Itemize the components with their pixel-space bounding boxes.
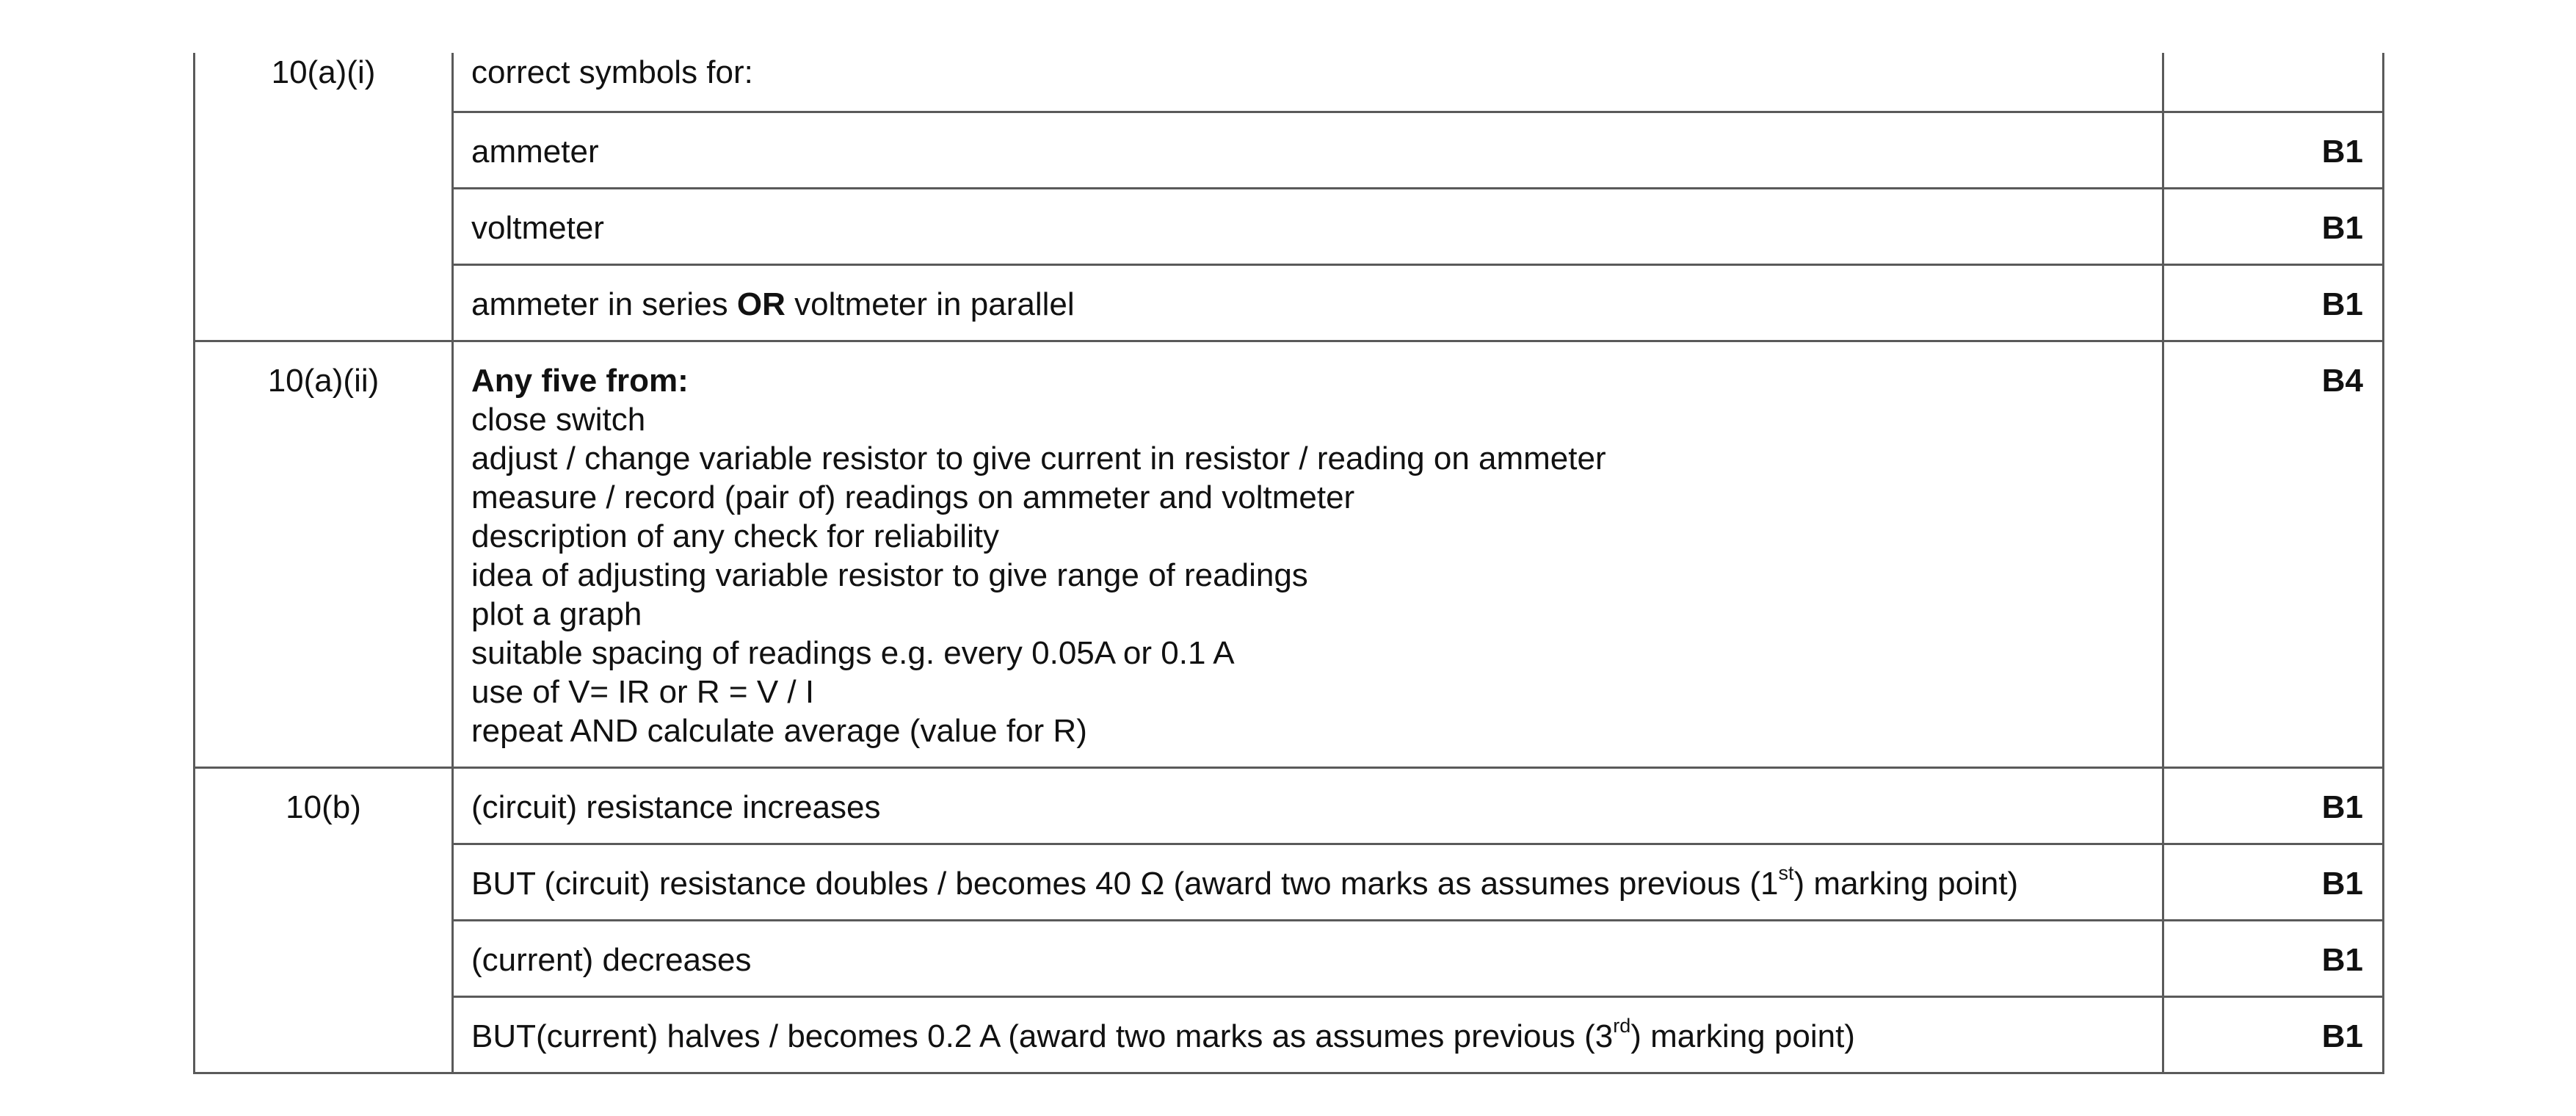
answer-text: ammeter [471,134,599,170]
answer-line: repeat AND calculate average (value for R) [471,713,1087,749]
answer-text: BUT (circuit) resistance doubles / becomes 40 Ω (award two marks as assumes previous (1 [471,866,1779,902]
answer-line: plot a graph [471,596,642,632]
ordinal-superscript: rd [1613,1015,1631,1037]
marks-cell [2163,53,2384,112]
mark-value: B1 [2321,942,2363,978]
mark-value: B1 [2321,1018,2363,1054]
answer-cell [453,112,2163,189]
answer-text: ) marking point) [1630,1018,1855,1054]
answer-line: measure / record (pair of) readings on ammeter and voltmeter [471,479,1355,515]
mark-value: B4 [2321,363,2363,399]
mark-value: B1 [2321,789,2363,825]
answer-cell [453,921,2163,997]
table-row [195,921,2384,997]
answer-heading: Any five from: [471,363,689,399]
answer-bold-text: OR [736,286,786,322]
ordinal-superscript: st [1778,862,1794,885]
answer-text: correct symbols for: [471,54,753,90]
answer-text: ammeter in series [471,286,737,322]
answer-cell [453,341,2163,768]
mark-value: B1 [2321,866,2363,902]
mark-value: B1 [2321,134,2363,170]
question-label: 10(a)(i) [271,54,376,90]
mark-value: B1 [2321,286,2363,322]
answer-cell [453,844,2163,921]
question-number [195,341,453,768]
marks-cell [2163,341,2384,768]
table-row [195,997,2384,1073]
marks-cell [2163,112,2384,189]
marks-cell [2163,189,2384,265]
mark-value: B1 [2321,210,2363,246]
answer-cell [453,997,2163,1073]
table-row [195,768,2384,844]
answer-cell [453,768,2163,844]
question-number [195,768,453,1073]
marks-cell [2163,844,2384,921]
answer-line: close switch [471,402,646,438]
answer-text: voltmeter [471,210,604,246]
question-number [195,53,453,341]
answer-line: adjust / change variable resistor to give current in resistor / reading on ammeter [471,441,1606,477]
answer-cell [453,53,2163,112]
table-row [195,53,2384,112]
answer-text: BUT(current) halves / becomes 0.2 A (award two marks as assumes previous (3 [471,1018,1614,1054]
marks-cell [2163,768,2384,844]
answer-line: description of any check for reliability [471,518,999,554]
answer-line: idea of adjusting variable resistor to give range of readings [471,557,1308,593]
answer-line: suitable spacing of readings e.g. every 0.05A or 0.1 A [471,635,1235,671]
mark-scheme-table [193,53,2384,1074]
answer-text: voltmeter in parallel [785,286,1075,322]
table-row [195,189,2384,265]
answer-text: ) marking point) [1793,866,2019,902]
answer-text: (current) decreases [471,942,752,978]
answer-line: use of V= IR or R = V / I [471,674,815,710]
marks-cell [2163,265,2384,341]
answer-cell [453,265,2163,341]
answer-cell [453,189,2163,265]
marks-cell [2163,921,2384,997]
question-label: 10(b) [286,789,361,825]
table-row [195,112,2384,189]
answer-text: (circuit) resistance increases [471,789,881,825]
table-row [195,341,2384,768]
question-label: 10(a)(ii) [267,363,380,399]
marks-cell [2163,997,2384,1073]
table-row [195,265,2384,341]
table-row [195,844,2384,921]
